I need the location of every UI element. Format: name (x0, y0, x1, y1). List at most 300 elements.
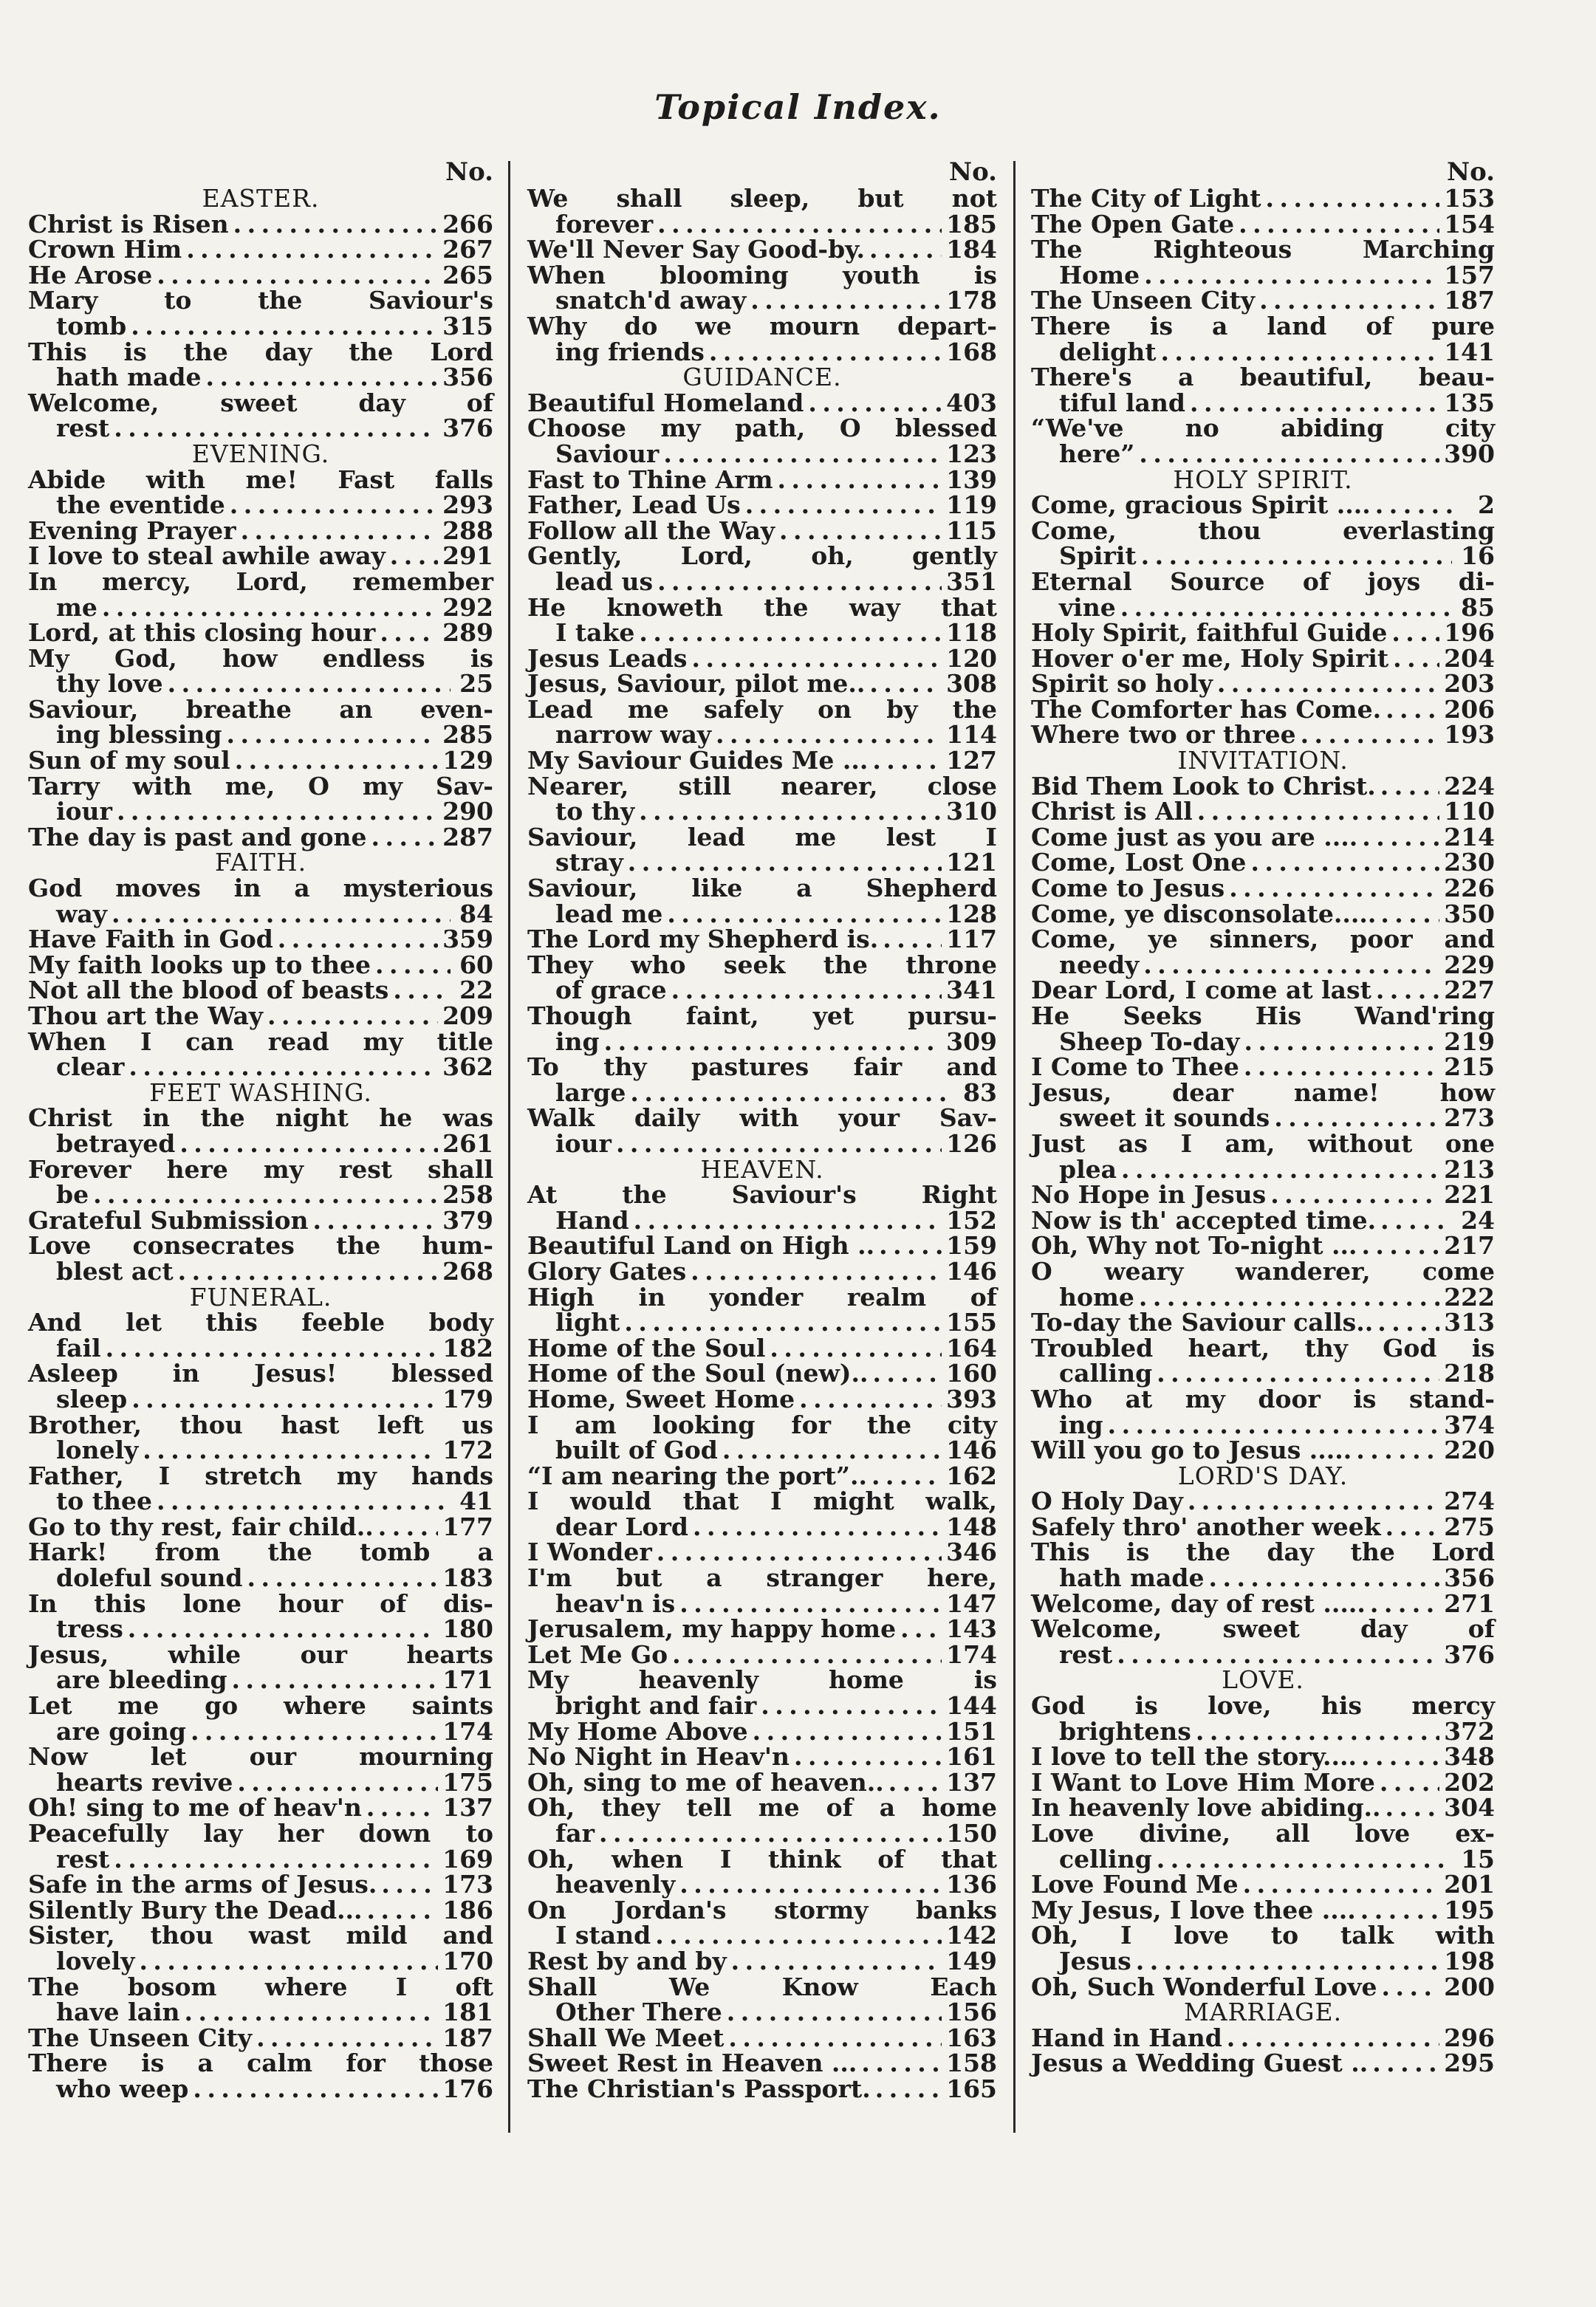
leader-dots (634, 1208, 942, 1234)
entry-title: hath made (1059, 1563, 1205, 1593)
index-entry (28, 1461, 493, 1516)
hymn-number: 119 (946, 490, 997, 520)
index-entry (28, 771, 493, 826)
hymn-number: 229 (1444, 950, 1495, 979)
entry-title: Christ in the night he was (28, 1103, 493, 1133)
leader-dots (1301, 722, 1440, 748)
hymn-number: 287 (442, 822, 493, 851)
leader-dots (114, 1847, 438, 1873)
leader-dots (750, 288, 942, 314)
hymn-number: 266 (442, 209, 493, 239)
entry-title: Home, Sweet Home (527, 1384, 795, 1413)
leader-dots (761, 1693, 942, 1719)
leader-dots (604, 1029, 942, 1055)
entry-title: Jesus Leads (527, 643, 688, 673)
entry-title: O weary wanderer, come (1031, 1256, 1495, 1286)
leader-dots (168, 671, 451, 697)
leader-dots (112, 902, 451, 928)
index-entry (28, 209, 493, 239)
entry-title: ing (1059, 1410, 1103, 1439)
entry-title: I stand (555, 1921, 651, 1950)
index-entry (527, 237, 997, 263)
entry-title: dear Lord (555, 1512, 689, 1541)
entry-title: stray (555, 848, 623, 877)
leader-dots (230, 493, 438, 518)
leader-dots (657, 569, 942, 595)
hymn-number: 127 (946, 746, 997, 775)
leader-dots (1391, 620, 1439, 646)
index-entry (1031, 1310, 1495, 1336)
entry-title: doleful sound (56, 1563, 243, 1593)
index-entry (28, 950, 493, 979)
entry-title: Follow all the Way (527, 515, 775, 545)
entry-title: Home of the Soul (new).. (527, 1359, 869, 1388)
leader-dots (888, 1770, 942, 1796)
leader-dots (900, 1617, 942, 1642)
leader-dots (731, 1949, 942, 1975)
hymn-number: 22 (459, 976, 493, 1005)
entry-title: Sun of my soul (28, 746, 230, 775)
leader-dots (871, 1464, 942, 1490)
hymn-number: 374 (1444, 1410, 1495, 1439)
entry-title: I Wonder (527, 1538, 652, 1567)
entry-title: tiful land (1059, 388, 1185, 417)
hymn-number: 226 (1444, 874, 1495, 903)
index-entry (1031, 620, 1495, 646)
index-entry (28, 1872, 493, 1898)
hymn-number: 136 (946, 1870, 997, 1899)
entry-title: far (555, 1819, 595, 1848)
hymn-number: 123 (946, 439, 997, 468)
index-entry (527, 1052, 997, 1107)
index-entry (527, 643, 997, 673)
entry-title: He Arose (28, 260, 153, 289)
index-entry (527, 2051, 997, 2077)
entry-title: Oh, they tell me of a home (527, 1793, 997, 1823)
index-entry (527, 260, 997, 315)
leader-dots (93, 1182, 438, 1208)
entry-title: On Jordan's stormy banks (527, 1895, 997, 1924)
hymn-number: 173 (442, 1870, 493, 1899)
hymn-number: 177 (442, 1512, 493, 1541)
leader-dots (1380, 1770, 1439, 1796)
entry-title: Welcome, sweet day of (28, 388, 493, 417)
hymn-number: 156 (946, 1998, 997, 2027)
index-entry (527, 1333, 997, 1362)
entry-title: light (555, 1308, 620, 1337)
entry-title: heav'n is (555, 1588, 676, 1618)
index-entry (1031, 1923, 1495, 1974)
hymn-number: 155 (946, 1308, 997, 1337)
entry-title: Tarry with me, O my Sav- (28, 771, 493, 801)
entry-title: The Unseen City (28, 2023, 253, 2052)
index-entry (1031, 850, 1495, 876)
index-entry (527, 671, 997, 697)
number-header: No. (1447, 157, 1495, 187)
entry-title: Come, ye disconsolate..... (1031, 899, 1377, 928)
entry-title: Safely thro' another week (1031, 1512, 1381, 1541)
leader-dots (883, 927, 942, 953)
entry-title: to thy (555, 797, 635, 826)
index-entry (527, 1795, 997, 1846)
index-entry (527, 822, 997, 877)
leader-dots (381, 1872, 438, 1898)
leader-dots (1227, 2026, 1439, 2051)
hymn-number: 162 (946, 1461, 997, 1490)
entry-title: iour (56, 797, 112, 826)
index-entry (28, 1001, 493, 1030)
leader-dots (1380, 774, 1439, 800)
entry-title: Oh, Such Wonderful Love (1031, 1972, 1377, 2001)
hymn-number: 217 (1444, 1231, 1495, 1261)
entry-title: When blooming youth is (527, 260, 997, 289)
hymn-number: 176 (442, 2074, 493, 2103)
leader-dots (1361, 1233, 1439, 1259)
leader-dots (235, 748, 438, 774)
hymn-number: 137 (442, 1793, 493, 1823)
index-entry (28, 260, 493, 289)
leader-dots (205, 365, 438, 391)
hymn-number: 146 (946, 1256, 997, 1286)
hymn-number: 219 (1444, 1026, 1495, 1056)
hymn-number: 213 (1444, 1154, 1495, 1184)
leader-dots (367, 1898, 439, 1924)
index-entry (1031, 1384, 1495, 1439)
index-entry (527, 1614, 997, 1644)
hymn-number: 179 (442, 1384, 493, 1413)
index-entry (527, 186, 997, 237)
leader-dots (1270, 1182, 1439, 1208)
hymn-number: 295 (1444, 2049, 1495, 2078)
index-entry (527, 1105, 997, 1156)
entry-title: I Want to Love Him More (1031, 1767, 1375, 1797)
entry-title: O Holy Day (1031, 1487, 1183, 1516)
index-entry (527, 1233, 997, 1259)
leader-dots (667, 902, 942, 928)
entry-title: bright and fair (555, 1691, 757, 1721)
entry-title: Mary to the Saviour's (28, 286, 493, 315)
leader-dots (728, 2026, 942, 2051)
hymn-number: 168 (946, 337, 997, 366)
hymn-number: 161 (946, 1742, 997, 1772)
entry-title: blest act (56, 1256, 174, 1286)
hymn-number: 187 (1444, 286, 1495, 315)
entry-title: Jesus, while our hearts (28, 1639, 493, 1669)
leader-dots (1120, 595, 1452, 621)
entry-title: Grateful Submission (28, 1205, 309, 1235)
entry-title: Hark! from the tomb a (28, 1538, 493, 1567)
index-entry (28, 237, 493, 263)
hymn-number: 15 (1461, 1844, 1495, 1874)
entry-title: heavenly (555, 1870, 676, 1899)
entry-title: Lord, at this closing hour (28, 618, 376, 648)
hymn-number: 289 (442, 618, 493, 648)
entry-title: Let Me Go (527, 1639, 668, 1669)
hymn-number: 157 (1444, 260, 1495, 289)
entry-title: Now is th' accepted time. (1031, 1205, 1377, 1235)
index-entry (28, 1540, 493, 1591)
entry-title: Let me go where saints (28, 1691, 493, 1721)
entry-title: The Righteous Marching (1031, 235, 1495, 264)
entry-title: Beautiful Homeland (527, 388, 804, 417)
index-entry (527, 1489, 997, 1540)
entry-title: Oh, Why not To-night ... (1031, 1231, 1357, 1261)
entry-title: Bid Them Look to Christ. (1031, 771, 1376, 801)
entry-title: iour (555, 1128, 612, 1158)
index-entry (28, 1026, 493, 1082)
entry-title: The City of Light (1031, 184, 1261, 213)
hymn-number: 288 (442, 515, 493, 545)
leader-dots (869, 671, 942, 697)
leader-dots (241, 518, 439, 544)
leader-dots (114, 416, 438, 442)
entry-title: Father, I stretch my hands (28, 1461, 493, 1490)
leader-dots (639, 799, 942, 825)
leader-dots (191, 1719, 438, 1745)
hymn-number: 149 (946, 1946, 997, 1975)
index-entry (28, 1205, 493, 1235)
hymn-number: 290 (442, 797, 493, 826)
entry-title: Not all the blood of beasts (28, 976, 389, 1005)
hymn-number: 60 (459, 950, 493, 979)
leader-dots (1141, 544, 1452, 569)
hymn-number: 182 (442, 1333, 493, 1362)
hymn-number: 308 (946, 669, 997, 699)
section-heading: HOLY SPIRIT. (1173, 465, 1353, 494)
hymn-number: 376 (1444, 1639, 1495, 1669)
hymn-number: 267 (442, 235, 493, 264)
entry-title: Love divine, all love ex- (1031, 1819, 1495, 1848)
leader-dots (380, 620, 438, 646)
leader-dots (599, 1821, 942, 1847)
entry-title: Christ is Risen (28, 209, 229, 239)
entry-title: Have Faith in God (28, 925, 273, 954)
hymn-number: 175 (442, 1767, 493, 1797)
leader-dots (1197, 799, 1439, 825)
index-entry (1031, 288, 1495, 314)
leader-dots (869, 237, 942, 263)
entry-title: Come, Lost One (1031, 848, 1247, 877)
index-entry (527, 1410, 997, 1465)
index-entry (1031, 771, 1495, 801)
entry-title: They who seek the throne (527, 950, 997, 979)
hymn-number: 304 (1444, 1793, 1495, 1823)
hymn-number: 198 (1444, 1946, 1495, 1975)
entry-title: Rest by and by (527, 1946, 727, 1975)
leader-dots (1361, 1744, 1439, 1770)
hymn-number: 230 (1444, 848, 1495, 877)
entry-title: Holy Spirit, faithful Guide (1031, 618, 1388, 648)
leader-dots (1376, 978, 1439, 1004)
entry-title: I would that I might walk, (527, 1487, 997, 1516)
entry-title: At the Saviour's Right (527, 1180, 997, 1210)
index-entry (1031, 1333, 1495, 1388)
entry-title: This is the day the Lord (1031, 1538, 1495, 1567)
index-entry (527, 1665, 997, 1721)
entry-title: Jerusalem, my happy home (527, 1614, 897, 1644)
hymn-number: 16 (1461, 541, 1495, 571)
index-entry (28, 288, 493, 339)
entry-title: here” (1059, 439, 1135, 468)
hymn-number: 214 (1444, 822, 1495, 851)
index-entry (1031, 799, 1495, 825)
leader-dots (1188, 1489, 1439, 1515)
index-entry (527, 1744, 997, 1770)
hymn-number: 115 (946, 515, 997, 545)
hymn-number: 341 (946, 976, 997, 1005)
leader-dots (671, 978, 942, 1004)
hymn-number: 201 (1444, 1870, 1495, 1899)
hymn-number: 350 (1444, 899, 1495, 928)
index-entry (527, 1384, 997, 1413)
index-entry (1031, 1233, 1495, 1259)
entry-title: Christ is All (1031, 797, 1193, 826)
index-entry (28, 515, 493, 545)
hymn-number: 293 (442, 490, 493, 520)
index-entry (527, 927, 997, 953)
entry-title: No Hope in Jesus (1031, 1180, 1267, 1210)
entry-title: Walk daily with your Sav- (527, 1103, 997, 1133)
index-entry (28, 566, 493, 622)
index-entry (527, 592, 997, 648)
leader-dots (875, 2077, 942, 2102)
hymn-number: 141 (1444, 337, 1495, 366)
index-entry (28, 927, 493, 953)
index-entry (1031, 566, 1495, 622)
index-entry (1031, 694, 1495, 724)
hymn-number: 203 (1444, 669, 1495, 699)
index-entry (527, 541, 997, 596)
leader-dots (679, 1591, 942, 1617)
entry-title: I am looking for the city (527, 1410, 997, 1439)
entry-title: who weep (56, 2074, 189, 2103)
leader-dots (745, 493, 942, 518)
hymn-number: 158 (946, 2049, 997, 2078)
hymn-number: 346 (946, 1538, 997, 1567)
number-header: No. (445, 157, 493, 187)
leader-dots (157, 1489, 451, 1515)
entry-title: Oh! sing to me of heav'n (28, 1793, 362, 1823)
index-entry (1031, 643, 1495, 673)
entry-title: Oh, I love to talk with (1031, 1921, 1495, 1950)
leader-dots (808, 391, 942, 417)
index-entry (527, 1361, 997, 1387)
index-entry (1031, 1052, 1495, 1082)
hymn-number: 24 (1461, 1205, 1495, 1235)
hymn-number: 224 (1444, 771, 1495, 801)
hymn-number: 218 (1444, 1359, 1495, 1388)
index-entry (1031, 1540, 1495, 1591)
entry-title: Thou art the Way (28, 1001, 264, 1030)
index-entry (28, 1588, 493, 1644)
entry-title: lead me (555, 899, 663, 928)
index-entry (527, 950, 997, 1005)
entry-title: rest (56, 1844, 110, 1874)
leader-dots (1229, 876, 1439, 902)
hymn-number: 186 (442, 1895, 493, 1924)
leader-dots (312, 1208, 438, 1234)
entry-title: Welcome, day of rest ..... (1031, 1588, 1366, 1618)
leader-dots (179, 1131, 438, 1157)
hymn-number: 146 (946, 1436, 997, 1465)
entry-title: In heavenly love abiding.. (1031, 1793, 1381, 1823)
entry-title: To-day the Saviour calls.. (1031, 1308, 1374, 1337)
entry-title: Father, Lead Us (527, 490, 741, 520)
entry-title: Love Found Me (1031, 1870, 1239, 1899)
entry-title: of grace (555, 976, 667, 1005)
entry-title: There's a beautiful, beau- (1031, 363, 1495, 392)
index-entry (1031, 899, 1495, 928)
hymn-number: 159 (946, 1231, 997, 1261)
leader-dots (861, 2051, 942, 2077)
leader-dots (267, 1004, 438, 1029)
index-entry (527, 388, 997, 417)
leader-dots (1356, 1438, 1439, 1464)
entry-title: In mercy, Lord, remember (28, 566, 493, 596)
index-entry (527, 771, 997, 826)
leader-dots (237, 1770, 438, 1796)
index-entry (28, 1821, 493, 1872)
entry-title: snatch'd away (555, 286, 747, 315)
leader-dots (278, 927, 438, 953)
leader-dots (655, 1923, 942, 1949)
hymn-number: 2 (1478, 490, 1495, 520)
hymn-number: 379 (442, 1205, 493, 1235)
entry-title: The Comforter has Come. (1031, 694, 1382, 724)
index-entry (527, 694, 997, 750)
leader-dots (657, 1540, 942, 1566)
hymn-number: 372 (1444, 1716, 1495, 1746)
index-entry (28, 876, 493, 927)
entry-title: Silently Bury the Dead... (28, 1895, 363, 1924)
hymn-number: 206 (1444, 694, 1495, 724)
entry-title: celling (1059, 1844, 1152, 1874)
entry-title: Saviour, breathe an even- (28, 694, 493, 724)
entry-title: My Home Above (527, 1716, 748, 1746)
entry-title: My heavenly home is (527, 1665, 997, 1695)
leader-dots (178, 1259, 438, 1285)
entry-title: to thee (56, 1487, 152, 1516)
hymn-number: 129 (442, 746, 493, 775)
entry-title: built of God (555, 1436, 718, 1465)
entry-title: lovely (56, 1946, 135, 1975)
leader-dots (1139, 1285, 1439, 1311)
entry-title: Love consecrates the hum- (28, 1231, 493, 1261)
entry-title: fail (56, 1333, 101, 1362)
entry-title: Spirit (1059, 541, 1137, 571)
entry-title: Jesus a Wedding Guest .. (1031, 2049, 1369, 2078)
leader-dots (1266, 186, 1440, 212)
section-heading: LOVE. (1222, 1665, 1304, 1695)
entry-title: calling (1059, 1359, 1153, 1388)
section-heading: EVENING. (191, 439, 330, 468)
index-entry (28, 1512, 493, 1541)
leader-dots (1362, 825, 1439, 851)
leader-dots (779, 518, 942, 544)
entry-title: My Jesus, I love thee .... (1031, 1895, 1356, 1924)
entry-title: God is love, his mercy (1031, 1691, 1495, 1721)
hymn-number: 118 (946, 618, 997, 648)
index-entry (1031, 416, 1495, 467)
hymn-number: 165 (946, 2074, 997, 2103)
leader-dots (1370, 1591, 1439, 1617)
leader-dots (131, 314, 438, 340)
entry-title: way (56, 899, 107, 928)
section-heading: LORD'S DAY. (1177, 1461, 1349, 1490)
leader-dots (256, 2026, 438, 2051)
leader-dots (663, 442, 942, 467)
entry-title: My Saviour Guides Me ... (527, 746, 869, 775)
